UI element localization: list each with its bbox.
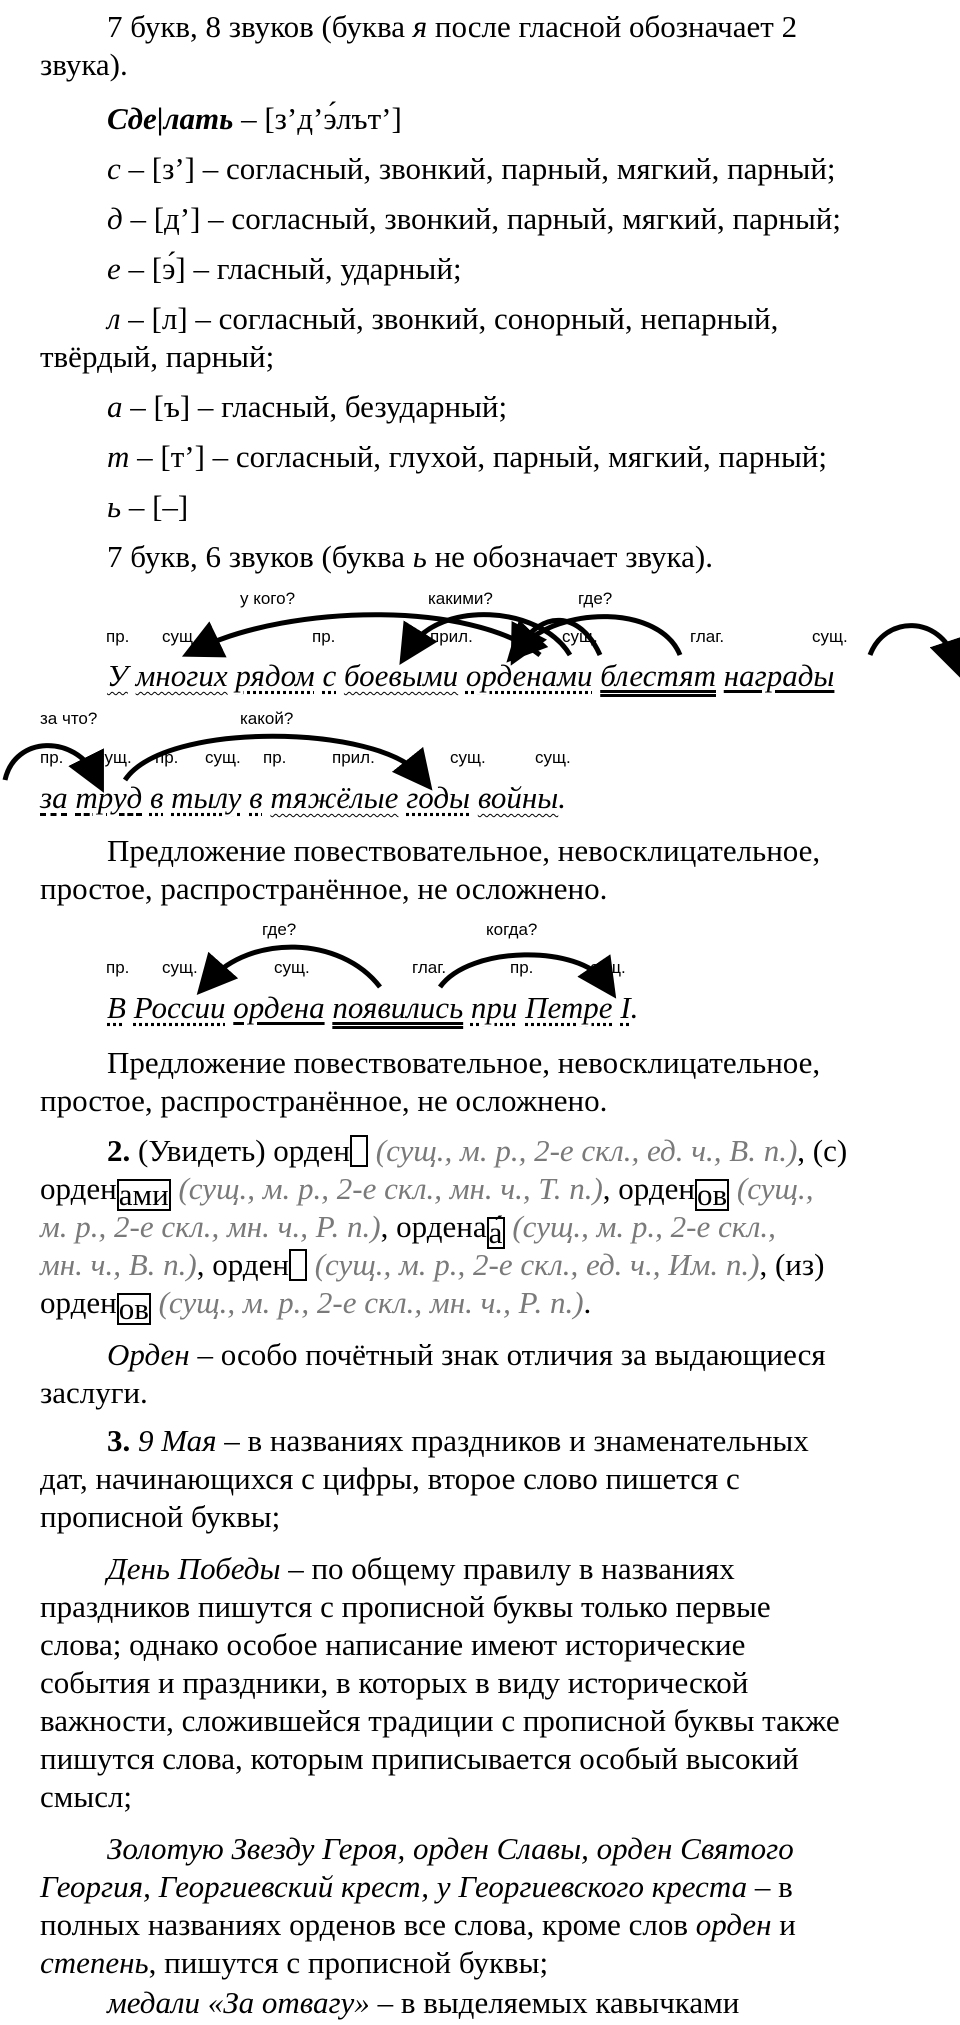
- pos-label: сущ.: [162, 627, 198, 646]
- pos-label: сущ.: [535, 748, 571, 767]
- pos-label: сущ.: [96, 748, 132, 767]
- sentence-word: В: [107, 990, 126, 1025]
- den-pobedy-line-5: важности, сложившейся традиции с прописной буквы также: [40, 1703, 840, 1738]
- sentence-word: труд: [75, 780, 143, 815]
- phoneme-soft: ь – [–]: [107, 489, 189, 524]
- orders-line-1: Золотую Звезду Героя, орден Славы, орден Святого: [107, 1831, 794, 1866]
- question-label: какими?: [428, 589, 493, 608]
- task2-line-4: мн. ч., В. п.), орден (сущ., м. р., 2-е скл., ед. ч., Им. п.), (из): [40, 1247, 825, 1282]
- sentence-word: I: [620, 990, 631, 1025]
- sentence-1-line-1: [107, 658, 834, 694]
- sentence-word: за: [40, 780, 68, 815]
- pos-label: пр.: [312, 627, 336, 646]
- task3-line-3: прописной буквы;: [40, 1499, 281, 1534]
- question-label: у кого?: [240, 589, 296, 608]
- den-pobedy-line-6: пишутся слова, которым приписывается особый высокий: [40, 1741, 799, 1776]
- arrow: [870, 626, 955, 660]
- orders-line-4: степень, пишутся с прописной буквы;: [40, 1945, 549, 1980]
- den-pobedy-line-1: День Победы – по общему правилу в названиях: [107, 1551, 735, 1586]
- summary-2-line-1: Предложение повествовательное, невосклицательное,: [107, 1045, 821, 1080]
- sentence-word: в: [149, 780, 164, 815]
- question-label: за что?: [40, 709, 98, 728]
- task2-line-2: орденами (сущ., м. р., 2-е скл., мн. ч., Т. п.), орденов (сущ.,: [40, 1171, 814, 1212]
- sentence-2: В России ордена появились при Петре I.: [107, 990, 639, 1025]
- sentence-word: боевыми: [343, 658, 459, 693]
- question-label: где?: [262, 920, 297, 939]
- task3-line-2: дат, начинающихся с цифры, второе слово пишется с: [40, 1461, 740, 1496]
- summary-1-line-2: простое, распространённое, не осложнено.: [40, 871, 608, 906]
- sentence-word: многих: [135, 658, 228, 693]
- orders-line-2: Георгия, Георгиевский крест, у Георгиевского креста – в: [40, 1869, 793, 1904]
- sentence-word: при: [470, 990, 518, 1025]
- summary-1-line-1: Предложение повествовательное, невосклицательное,: [107, 833, 821, 868]
- ending-box: ов: [118, 1291, 149, 1326]
- pos-label: пр.: [155, 748, 179, 767]
- orden-definition-cont: заслуги.: [40, 1375, 148, 1410]
- sentence-word: с: [322, 658, 337, 693]
- sentence-word: орденами: [465, 658, 593, 693]
- sentence-subject: ордена: [233, 990, 325, 1025]
- pos-label: пр.: [263, 748, 287, 767]
- sentence-word: годы: [406, 780, 471, 815]
- den-pobedy-line-2: праздников пишутся с прописной буквы только первые: [40, 1589, 771, 1624]
- empty-ending-box: [289, 1249, 307, 1281]
- pos-label: сущ.: [162, 958, 198, 977]
- arrow: [200, 615, 540, 655]
- pos-label: пр.: [510, 958, 534, 977]
- sentence-1-line-2: за труд в тылу в тяжёлые годы войны.: [40, 780, 566, 815]
- sentence-subject: награды: [723, 658, 835, 693]
- sentence-word: в: [249, 780, 263, 815]
- pos-label: сущ.: [812, 627, 848, 646]
- sentence-word: Петре: [525, 990, 613, 1025]
- empty-ending-box: [350, 1135, 368, 1167]
- pos-label: сущ.: [562, 627, 598, 646]
- arrow: [520, 617, 680, 655]
- phoneme-l: л – [л] – согласный, звонкий, сонорный, непарный,: [107, 301, 779, 336]
- ending-box: ов: [697, 1177, 728, 1212]
- pos-label: сущ.: [450, 748, 486, 767]
- question-label: какой?: [240, 709, 294, 728]
- summary-2-line-2: простое, распространённое, не осложнено.: [40, 1083, 608, 1118]
- phoneme-l-cont: твёрдый, парный;: [40, 339, 275, 374]
- phoneme-t: т – [т’] – согласный, глухой, парный, мягкий, парный;: [107, 439, 827, 474]
- count-line-1: 7 букв, 8 звуков (буква я после гласной обозначает 2: [107, 9, 798, 44]
- sentence-word: рядом: [235, 658, 315, 693]
- phoneme-e: е – [э́] – гласный, ударный;: [107, 251, 462, 286]
- pos-label: пр.: [106, 958, 130, 977]
- phoneme-a: а – [ъ] – гласный, безударный;: [107, 389, 508, 424]
- sentence-word: тылу: [171, 780, 242, 815]
- sentence-predicate: блестят: [600, 658, 716, 693]
- pos-label: сущ.: [590, 958, 626, 977]
- sentence-word: тяжёлые: [270, 780, 399, 815]
- sentence-word: У: [107, 658, 128, 693]
- task3-line-1: 3. 9 Мая – в названиях праздников и знаменательных: [107, 1423, 809, 1458]
- task2-line-1: 2. (Увидеть) орден (сущ., м. р., 2-е скл., ед. ч., В. п.), (с): [107, 1133, 848, 1168]
- phoneme-s: с – [з’] – согласный, звонкий, парный, мягкий, парный;: [107, 151, 836, 186]
- ending-box: ами: [118, 1177, 169, 1212]
- word-sdelat: Сде|лать – [з’д’э́лът’]: [107, 101, 402, 136]
- pos-label: сущ.: [274, 958, 310, 977]
- question-label: когда?: [486, 920, 538, 939]
- den-pobedy-line-3: слова; однако особое написание имеют исторические: [40, 1627, 746, 1662]
- pos-label: глаг.: [412, 958, 447, 977]
- pos-label: сущ.: [205, 748, 241, 767]
- count-line-1b: звука).: [40, 47, 128, 82]
- orden-definition: Орден – особо почётный знак отличия за выдающиеся: [107, 1337, 826, 1372]
- phoneme-d: д – [д’] – согласный, звонкий, парный, мягкий, парный;: [107, 201, 841, 236]
- task2-line-5: орденов (сущ., м. р., 2-е скл., мн. ч., Р. п.).: [40, 1285, 592, 1326]
- sentence-predicate: появились: [332, 990, 464, 1025]
- sentence-word: России: [133, 990, 226, 1025]
- task2-line-3: м. р., 2-е скл., мн. ч., Р. п.), орденаа́ (сущ., м. р., 2-е скл.,: [40, 1209, 776, 1250]
- medal-line: медали «За отвагу» – в выделяемых кавычками: [107, 1985, 740, 2020]
- ending-box: а́: [487, 1217, 505, 1249]
- pos-label: пр.: [106, 627, 130, 646]
- orders-line-3: полных названиях орденов все слова, кроме слов орден и: [40, 1907, 796, 1942]
- count-line-2: 7 букв, 6 звуков (буква ь не обозначает звука).: [107, 539, 713, 574]
- question-label: где?: [578, 589, 613, 608]
- sentence-word: войны: [477, 780, 559, 815]
- den-pobedy-line-7: смысл;: [40, 1779, 133, 1814]
- pos-label: глаг.: [690, 627, 725, 646]
- den-pobedy-line-4: события и праздники, в которых в виду исторической: [40, 1665, 749, 1700]
- pos-label: прил.: [332, 748, 375, 767]
- pos-label: прил.: [430, 627, 473, 646]
- pos-label: пр.: [40, 748, 64, 767]
